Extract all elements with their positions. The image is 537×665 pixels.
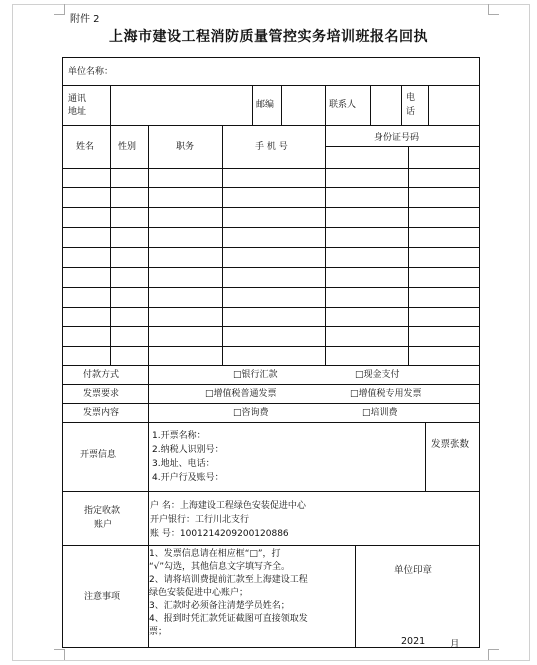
invoice-content-label: 发票内容 [83,408,120,418]
invoice-info-line4: 4.开户行及账号： [152,473,224,483]
phone-label-line1: 电 [406,93,416,103]
column-header-gender: 性别 [118,142,137,152]
invoice-content-training[interactable]: □培训费 [362,408,398,418]
payment-option-bank[interactable]: □银行汇款 [233,370,278,380]
account-label-line2: 账户 [94,520,113,530]
attachment-label: 附件 2 [70,14,100,25]
account-label-line1: 指定收款 [84,506,121,516]
invoice-info-line3: 3.地址、电话： [152,459,215,469]
notes-line1: 1、发票信息请在相应框“□”，打 [149,549,281,559]
seal-label: 单位印章 [394,565,433,576]
notes-line4: 绿色安装促进中心账户； [149,588,249,598]
date-month: 月 [450,639,460,650]
notes-line7: 票； [149,627,168,637]
invoice-option-normal[interactable]: □增值税普通发票 [205,389,277,399]
column-header-name: 姓名 [76,142,95,152]
contact-label: 联系人 [329,100,357,110]
column-header-id-number: 身份证号码 [374,133,420,143]
corner-mark-bottom-left [54,649,65,660]
postcode-label: 邮编 [256,100,275,110]
corner-mark-bottom-right [488,649,499,660]
invoice-info-line1: 1.开票名称： [152,431,206,441]
payment-option-cash[interactable]: □现金支付 [355,370,400,380]
corner-mark-top-left [54,4,65,15]
notes-line2: “√”勾选，其他信息文字填写齐全。 [149,562,291,572]
account-number-line: 账 号：1001214209200120886 [150,529,289,539]
unit-name-label: 单位名称： [68,67,114,77]
corner-mark-top-right [488,4,499,15]
form-title: 上海市建设工程消防质量管控实务培训班报名回执 [109,29,428,45]
notes-line5: 3、汇款时必须备注清楚学员姓名； [149,601,290,611]
invoice-option-special[interactable]: □增值税专用发票 [350,389,422,399]
notes-label: 注意事项 [84,592,121,602]
phone-label-line2: 话 [406,107,416,117]
date-year: 2021 [401,636,426,647]
column-header-mobile: 手 机 号 [255,142,288,152]
invoice-content-consult[interactable]: □咨询费 [233,408,269,418]
invoice-count-label: 发票张数 [431,439,470,450]
notes-line6: 4、报到时凭汇款凭证截图可直接领取发 [149,614,308,624]
account-bank-line: 开户银行：工行川北支行 [150,515,250,525]
payment-label: 付款方式 [83,370,120,380]
invoice-info-line2: 2.纳税人识别号： [152,445,224,455]
address-label-line1: 通讯 [68,94,87,104]
column-header-position: 职务 [176,142,195,152]
account-name-line: 户 名：上海建设工程绿色安装促进中心 [150,501,306,511]
invoice-info-label: 开票信息 [80,450,117,460]
invoice-requirement-label: 发票要求 [83,389,120,399]
notes-line3: 2、请将培训费提前汇款至上海建设工程 [149,575,308,585]
address-label-line2: 地址 [68,107,87,117]
